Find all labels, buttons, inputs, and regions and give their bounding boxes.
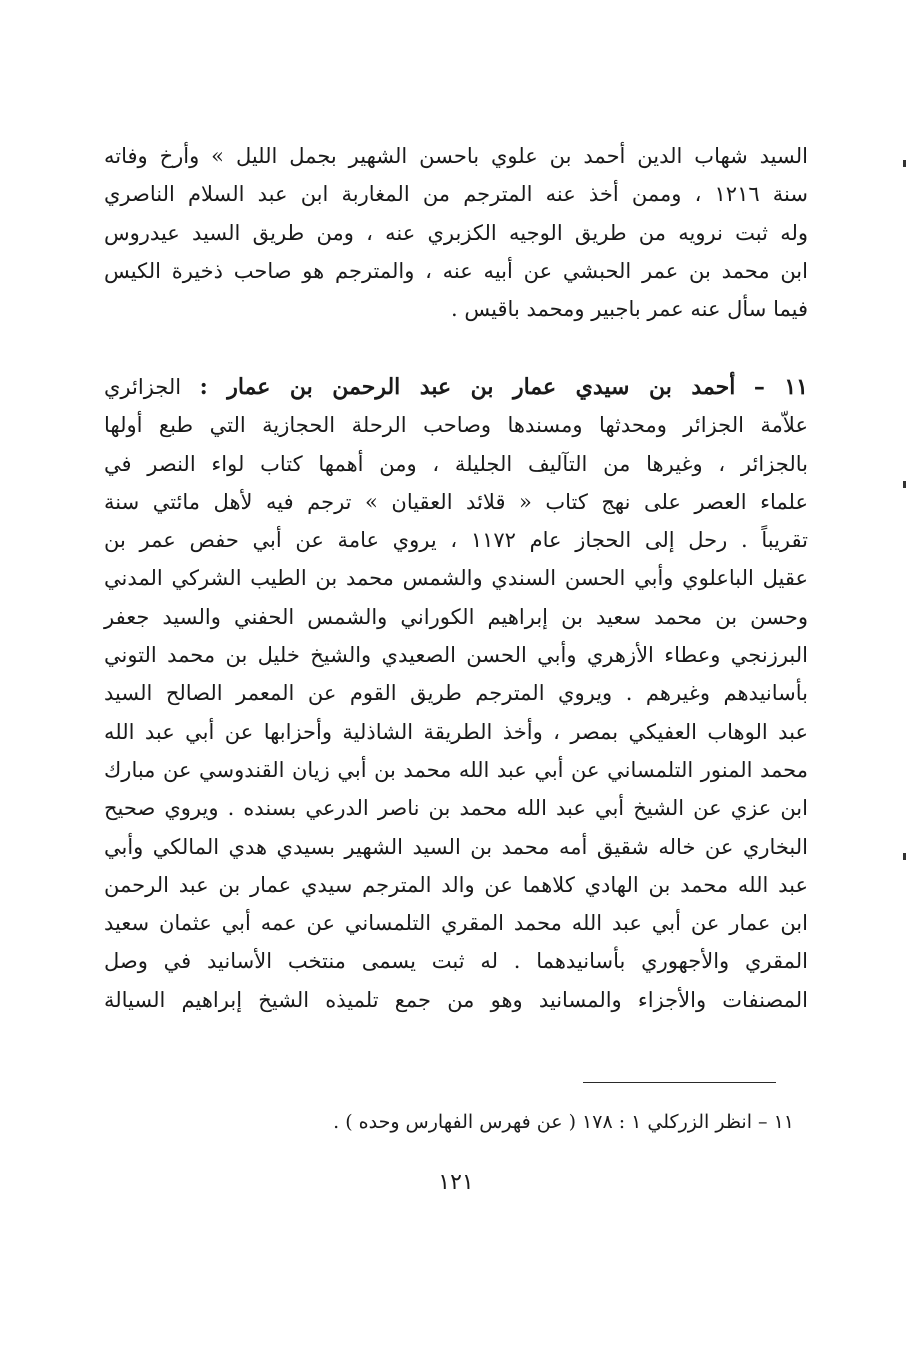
text-line: البرزنجي وعطاء الأزهري وأبي الحسن الصعيدي والشيخ خليل بن محمد التوني (104, 643, 808, 668)
text-line: عبد الوهاب العفيكي بمصر ، وأخذ الطريقة الشاذلية وأحزابها عن أبي عبد الله (104, 719, 808, 744)
text-line: محمد المنور التلمساني عن أبي عبد الله محمد بن أبي زيان القندوسي عن مبارك (104, 757, 808, 782)
text-line: السيد شهاب الدين أحمد بن علوي باحسن الشهير بجمل الليل » وأرخ وفاته (104, 144, 808, 168)
margin-mark (903, 160, 906, 167)
entry-heading-line (104, 368, 808, 406)
text-line: عقيل الباعلوي وأبي الحسن السندي والشمس محمد بن الطيب الشركي المدني (104, 566, 808, 591)
text-line: تقريباً . رحل إلى الحجاز عام ١١٧٢ ، يروي عامة عن أبي حفص عمر بن (104, 528, 808, 553)
text-line: بالجزائر ، وغيرها من التآليف الجليلة ، ومن أهمها كتاب لواء النصر في (104, 451, 808, 476)
text-line: علاّمة الجزائر ومحدثها ومسندها وصاحب الرحلة الحجازية التي طبع أولها (104, 413, 808, 438)
text-line: سنة ١٢١٦ ، وممن أخذ عنه المترجم من المغاربة ابن عبد السلام الناصري (104, 182, 808, 207)
text-line: علماء العصر على نهج كتاب « قلائد العقيان » ترجم فيه لأهل مائتي سنة (104, 489, 808, 514)
text-line: ابن عمار عن أبي عبد الله محمد المقري التلمساني عن عمه أبي عثمان سعيد (104, 911, 808, 936)
entry-name: أحمد بن سيدي عمار بن عبد الرحمن بن عمار : (199, 374, 736, 400)
text-line: المصنفات والأجزاء والمسانيد وهو من جمع تلميذه الشيخ إبراهيم السيالة (104, 987, 808, 1012)
text-line: البخاري عن خاله شقيق أمه محمد بن السيد الشهير بسيدي هدي المالكي وأبي (104, 834, 808, 859)
entry-body (104, 406, 808, 1019)
footnote-divider (583, 1082, 776, 1083)
paragraph-continuation (104, 137, 808, 328)
text-line: فيما سأل عنه عمر باجبير ومحمد باقيس . (451, 297, 808, 322)
entry-number: ١١ – (753, 374, 808, 400)
margin-mark (903, 853, 906, 860)
biography-entry (104, 368, 808, 1019)
footnote: ١١ – انظر الزركلي ١ : ١٧٨ ( عن فهرس الفهارس وحده ) . (333, 1111, 794, 1133)
text-line: المقري والأجهوري بأسانيدهما . له ثبت يسمى منتخب الأسانيد في وصل (104, 949, 808, 974)
entry-heading-rest: الجزائري (104, 375, 182, 399)
text-line: وله ثبت نرويه من طريق الوجيه الكزبري عنه ، ومن طريق السيد عيدروس (104, 220, 808, 245)
text-line: ابن عزي عن الشيخ أبي عبد الله محمد بن ناصر الدرعي بسنده . ويروي صحيح (104, 796, 808, 821)
text-line: عبد الله محمد بن الهادي كلاهما عن والد المترجم سيدي عمار بن عبد الرحمن (104, 872, 808, 897)
text-line: وحسن بن محمد سعيد بن إبراهيم الكوراني والشمس الحفني والسيد جعفر (104, 604, 808, 629)
text-line: بأسانيدهم وغيرهم . ويروي المترجم طريق القوم عن المعمر الصالح السيد (104, 681, 808, 706)
text-line: ابن محمد بن عمر الحبشي عن أبيه عنه ، والمترجم هو صاحب ذخيرة الكيس (104, 258, 808, 283)
margin-mark (903, 481, 906, 488)
page-number: ١٢١ (438, 1170, 474, 1195)
